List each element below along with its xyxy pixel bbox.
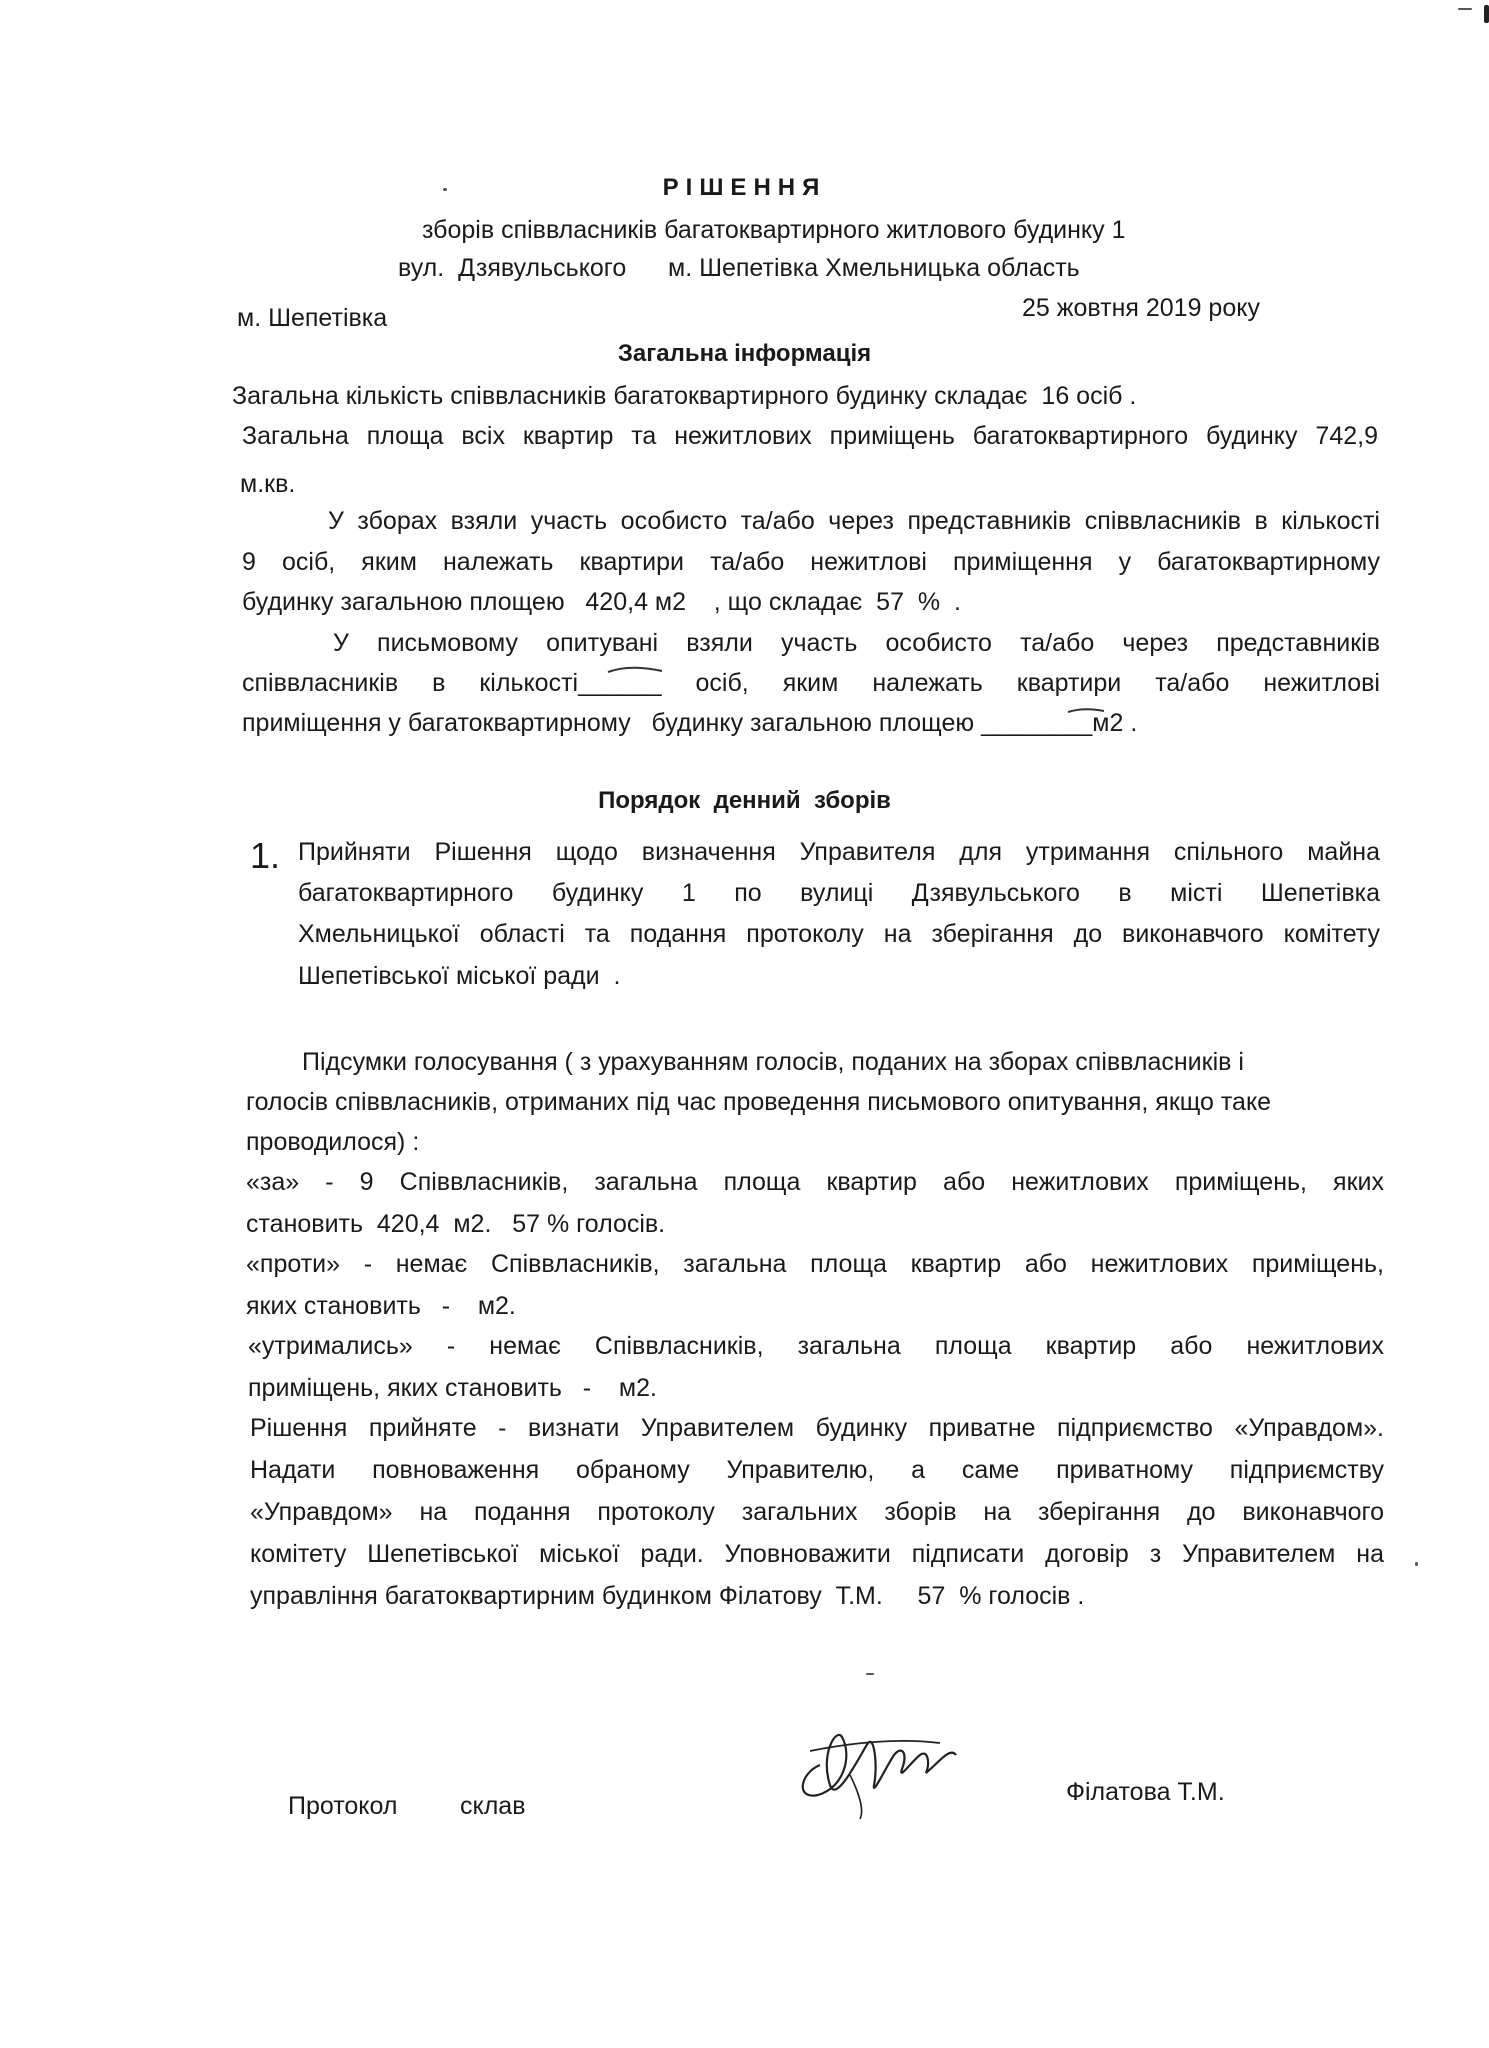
decision-line-3: «Управдом» на подання протоколу загальних зборів на зберігання до виконавчого	[250, 1498, 1384, 1526]
written-line-1: У письмовому опитувані взяли участь особисто та/або через представників	[333, 629, 1380, 657]
decision-line-1: Рішення прийняте - визнати Управителем будинку приватне підприємство «Управдом».	[250, 1414, 1384, 1442]
written-line-2: співвласників в кількості______ осіб, яким належать квартири та/або нежитлові	[242, 669, 1380, 697]
area-line-2: м.кв.	[240, 470, 296, 498]
voting-intro-line-3: проводилося) :	[246, 1128, 420, 1156]
scan-speck	[1415, 1562, 1418, 1566]
scan-speck	[443, 188, 447, 191]
vote-for-line-2: становить 420,4 м2. 57 % голосів.	[246, 1210, 666, 1238]
decision-line-2: Надати повноваження обраному Управителю, а саме приватному підприємству	[250, 1456, 1384, 1484]
address-city: м. Шепетівка Хмельницька область	[668, 254, 1080, 282]
agenda-item-number: 1.	[250, 835, 281, 876]
general-info-heading: Загальна інформація	[617, 340, 872, 367]
date: 25 жовтня 2019 року	[1022, 294, 1260, 322]
vote-against-line-2: яких становить - м2.	[246, 1292, 516, 1320]
written-line-3: приміщення у багатоквартирному будинку загальною площею ________м2 .	[242, 709, 1138, 737]
scan-edge-mark	[1484, 5, 1489, 23]
voting-intro-line-1: Підсумки голосування ( з урахуванням голосів, поданих на зборах співвласників і	[302, 1048, 1244, 1076]
vote-abstain-line-2: приміщень, яких становить - м2.	[248, 1374, 657, 1402]
document-title: РІШЕННЯ	[662, 174, 827, 201]
area-line-1: Загальна площа всіх квартир та нежитлових приміщень багатоквартирного будинку 742,9	[242, 422, 1378, 450]
scan-speck	[1458, 8, 1472, 10]
owners-count: Загальна кількість співвласників багатоквартирного будинку складає 16 осіб .	[232, 382, 1137, 410]
agenda-heading: Порядок денний зборів	[598, 787, 891, 814]
protocol-label: Протокол	[288, 1792, 398, 1820]
decision-line-4: комітету Шепетівської міської ради. Уповноважити підписати договір з Управителем на	[250, 1540, 1384, 1568]
agenda-item-line-2: багатоквартирного будинку 1 по вулиці Дзявульського в місті Шепетівка	[298, 879, 1380, 907]
agenda-item-line-4: Шепетівської міської ради .	[298, 962, 621, 990]
vote-against-line-1: «проти» - немає Співвласників, загальна площа квартир або нежитлових приміщень,	[246, 1250, 1384, 1278]
signer-name: Філатова Т.М.	[1066, 1778, 1225, 1806]
participation-line-2: 9 осіб, яким належать квартири та/або нежитлові приміщення у багатоквартирному	[242, 548, 1380, 576]
participation-line-1: У зборах взяли участь особисто та/або через представників співвласників в кількості	[328, 507, 1380, 535]
address-street: вул. Дзявульського	[398, 254, 627, 282]
vote-for-line-1: «за» - 9 Співвласників, загальна площа квартир або нежитлових приміщень, яких	[246, 1168, 1384, 1196]
place: м. Шепетівка	[237, 304, 388, 332]
participation-line-3: будинку загальною площею 420,4 м2 , що складає 57 % .	[242, 588, 961, 616]
agenda-item-line-3: Хмельницької області та подання протоколу на зберігання до виконавчого комітету	[298, 920, 1380, 948]
scan-speck	[866, 1673, 874, 1675]
vote-abstain-line-1: «утримались» - немає Співвласників, загальна площа квартир або нежитлових	[248, 1332, 1384, 1360]
made-label: склав	[460, 1792, 526, 1820]
voting-intro-line-2: голосів співвласників, отриманих під час проведення письмового опитування, якщо таке	[246, 1088, 1272, 1116]
handwritten-dash	[1060, 702, 1120, 722]
document-subtitle: зборів співвласників багатоквартирного житлового будинку 1	[422, 216, 1126, 244]
handwritten-signature	[790, 1715, 970, 1825]
decision-line-5: управління багатоквартирним будинком Філатову Т.М. 57 % голосів .	[250, 1582, 1085, 1610]
agenda-item-line-1: Прийняти Рішення щодо визначення Управителя для утримання спільного майна	[298, 838, 1380, 866]
handwritten-dash	[600, 660, 680, 680]
